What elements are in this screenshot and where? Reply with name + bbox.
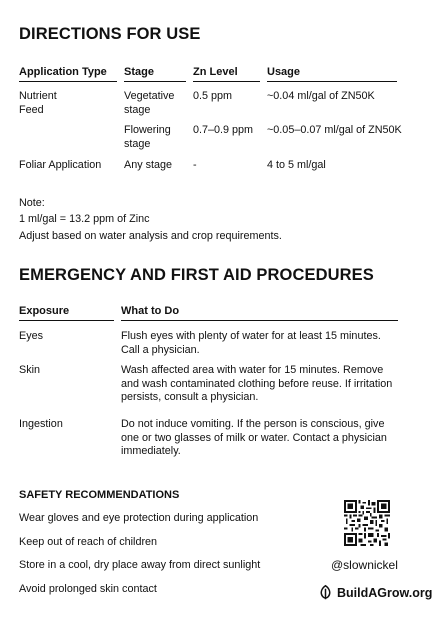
header-rule bbox=[267, 81, 397, 82]
instruction-cell bbox=[121, 418, 387, 459]
instruction-line: immediately. bbox=[121, 445, 181, 457]
stage-text: stage bbox=[124, 103, 151, 116]
usage-cell: 4 to 5 ml/gal bbox=[267, 159, 326, 171]
emergency-title: EMERGENCY AND FIRST AID PROCEDURES bbox=[19, 266, 374, 284]
brand-logo bbox=[318, 585, 432, 600]
zn-level-cell: 0.5 ppm bbox=[193, 90, 233, 102]
col-usage: Usage bbox=[267, 66, 301, 78]
note-label: Note: bbox=[19, 197, 45, 209]
safety-item: Store in a cool, dry place away from direct sunlight bbox=[19, 559, 261, 571]
application-type: Foliar Application bbox=[19, 159, 102, 171]
stage-text: Vegetative bbox=[124, 90, 175, 102]
exposure-cell: Skin bbox=[19, 364, 41, 376]
leaf-icon bbox=[318, 585, 333, 600]
header-rule bbox=[19, 320, 114, 321]
table-row bbox=[19, 90, 57, 117]
safety-title: SAFETY RECOMMENDATIONS bbox=[19, 489, 180, 501]
header-rule bbox=[19, 81, 117, 82]
instruction-cell bbox=[121, 330, 381, 357]
exposure-cell: Ingestion bbox=[19, 418, 63, 430]
col-exposure: Exposure bbox=[19, 305, 70, 317]
note-line: Adjust based on water analysis and crop requirements. bbox=[19, 230, 282, 242]
col-application-type: Application Type bbox=[19, 66, 107, 78]
stage-cell bbox=[124, 90, 174, 117]
directions-title: DIRECTIONS FOR USE bbox=[19, 25, 201, 43]
instruction-line: Call a physician. bbox=[121, 343, 200, 356]
note-line: 1 ml/gal = 13.2 ppm of Zinc bbox=[19, 213, 150, 225]
instruction-line: one or two glasses of milk or water. Contact a physician bbox=[121, 431, 387, 444]
stage-text: stage bbox=[124, 137, 151, 150]
safety-item: Wear gloves and eye protection during application bbox=[19, 512, 259, 524]
zn-level-cell: 0.7–0.9 ppm bbox=[193, 124, 254, 136]
instruction-line: Wash affected area with water for 15 minutes. Remove bbox=[121, 364, 384, 376]
header-rule bbox=[193, 81, 260, 82]
exposure-cell: Eyes bbox=[19, 330, 44, 342]
col-zn-level: Zn Level bbox=[193, 66, 238, 78]
col-what-to-do: What to Do bbox=[121, 305, 180, 317]
instruction-line: and wash contaminated clothing before reuse. If irritation bbox=[121, 377, 393, 390]
instruction-line: persists, consult a physician. bbox=[121, 391, 259, 403]
instruction-cell bbox=[121, 364, 392, 405]
application-type: Feed bbox=[19, 103, 44, 116]
stage-cell: Any stage bbox=[124, 159, 173, 171]
application-type: Nutrient bbox=[19, 90, 57, 102]
stage-cell bbox=[124, 124, 171, 151]
header-rule bbox=[121, 320, 398, 321]
instruction-line: Flush eyes with plenty of water for at least 15 minutes. bbox=[121, 330, 381, 342]
zn-level-cell: - bbox=[193, 159, 197, 171]
usage-cell: ~0.05–0.07 ml/gal of ZN50K bbox=[267, 124, 402, 136]
qr-code-icon bbox=[344, 500, 390, 546]
header-rule bbox=[124, 81, 186, 82]
safety-item: Avoid prolonged skin contact bbox=[19, 583, 157, 595]
stage-text: Flowering bbox=[124, 124, 171, 136]
brand-name: BuildAGrow.org bbox=[337, 585, 432, 600]
instruction-line: Do not induce vomiting. If the person is conscious, give bbox=[121, 418, 385, 430]
usage-cell: ~0.04 ml/gal of ZN50K bbox=[267, 90, 375, 102]
col-stage: Stage bbox=[124, 66, 154, 78]
social-handle: @slownickel bbox=[331, 558, 398, 572]
safety-item: Keep out of reach of children bbox=[19, 536, 158, 548]
